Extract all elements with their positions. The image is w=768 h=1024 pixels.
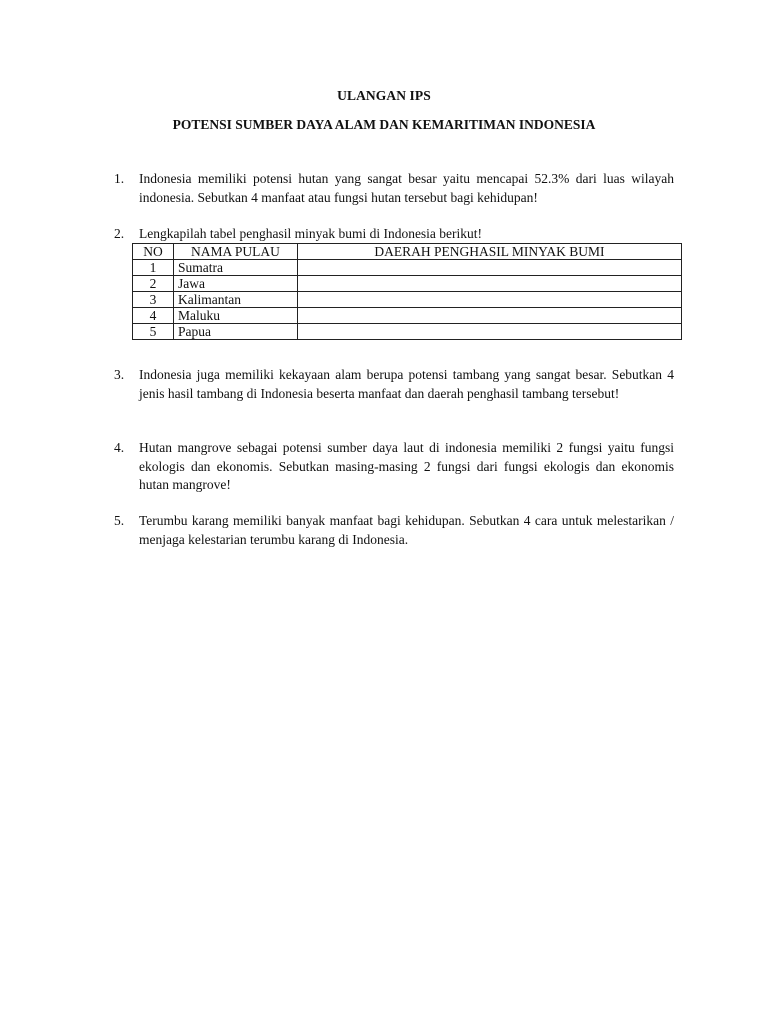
row-number: 4 xyxy=(133,308,174,324)
island-name: Maluku xyxy=(174,308,298,324)
island-name: Sumatra xyxy=(174,260,298,276)
question-number: 5. xyxy=(114,513,125,528)
table-row xyxy=(133,260,682,276)
region-cell[interactable] xyxy=(298,276,682,292)
region-cell[interactable] xyxy=(298,308,682,324)
region-cell[interactable] xyxy=(298,292,682,308)
column-header-island: NAMA PULAU xyxy=(174,244,298,260)
island-name: Kalimantan xyxy=(174,292,298,308)
question-number: 4. xyxy=(114,440,125,455)
question-number: 2. xyxy=(114,226,125,241)
column-header-no: NO xyxy=(133,244,174,260)
question-4 xyxy=(114,439,674,495)
table-header-row xyxy=(133,244,682,260)
question-text: Hutan mangrove sebagai potensi sumber daya laut di indonesia memiliki 2 fungsi yaitu fungsi ekologis dan ekonomis. Sebutkan masing-masing 2 fungsi dari fungsi ekologis dan ekonomis hutan mangrove! xyxy=(139,440,674,492)
oil-producer-table xyxy=(132,243,682,340)
document-title: ULANGAN IPS xyxy=(337,88,431,103)
question-number: 1. xyxy=(114,171,125,186)
region-cell[interactable] xyxy=(298,324,682,340)
column-header-region: DAERAH PENGHASIL MINYAK BUMI xyxy=(298,244,682,260)
question-text: Indonesia memiliki potensi hutan yang sangat besar yaitu mencapai 52.3% dari luas wilayah indonesia. Sebutkan 4 manfaat atau fungsi hutan tersebut bagi kehidupan! xyxy=(139,171,674,205)
question-5 xyxy=(114,512,674,549)
row-number: 2 xyxy=(133,276,174,292)
row-number: 1 xyxy=(133,260,174,276)
question-1 xyxy=(114,170,674,207)
document-subtitle: POTENSI SUMBER DAYA ALAM DAN KEMARITIMAN INDONESIA xyxy=(172,117,596,132)
region-cell[interactable] xyxy=(298,260,682,276)
row-number: 3 xyxy=(133,292,174,308)
question-text: Indonesia juga memiliki kekayaan alam berupa potensi tambang yang sangat besar. Sebutkan 4 jenis hasil tambang di Indonesia beserta manfaat dan daerah penghasil tambang tersebut! xyxy=(139,367,674,401)
question-text: Terumbu karang memiliki banyak manfaat bagi kehidupan. Sebutkan 4 cara untuk melestarikan / menjaga kelestarian terumbu karang di Indonesia. xyxy=(139,513,674,547)
question-3 xyxy=(114,366,674,403)
table-row xyxy=(133,292,682,308)
question-number: 3. xyxy=(114,367,125,382)
question-text: Lengkapilah tabel penghasil minyak bumi di Indonesia berikut! xyxy=(139,226,483,241)
table-row xyxy=(133,324,682,340)
table-row xyxy=(133,308,682,324)
question-2 xyxy=(114,225,674,244)
row-number: 5 xyxy=(133,324,174,340)
island-name: Jawa xyxy=(174,276,298,292)
island-name: Papua xyxy=(174,324,298,340)
table-row xyxy=(133,276,682,292)
